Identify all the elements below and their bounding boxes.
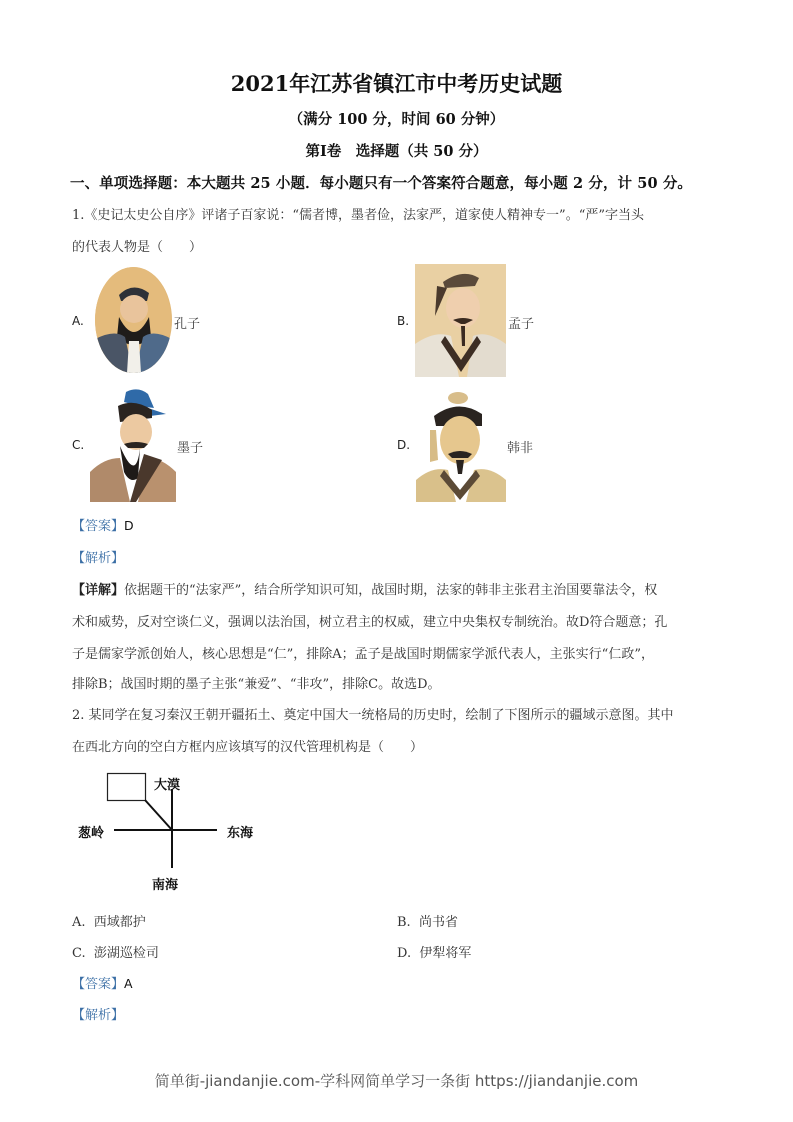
q2-stem-line2: 在西北方向的空白方框内应该填写的汉代管理机构是（ ） — [72, 740, 424, 755]
q1-analysis-label: 【解析】 — [72, 551, 125, 566]
q2-answer — [72, 973, 133, 992]
portrait-mozi-image — [90, 388, 176, 502]
diagram-label-west: 葱岭 — [78, 826, 105, 841]
exam-title: 2021年江苏省镇江市中考历史试题 — [230, 71, 563, 96]
option-text: 尚书省 — [418, 915, 458, 930]
option-text: 孟子 — [508, 317, 535, 332]
q2-option-d[interactable] — [397, 942, 471, 961]
option-text: 西域都护 — [93, 915, 146, 930]
q1-detail-line3: 子是儒家学派创始人，核心思想是“仁”，排除A；孟子是战国时期儒家学派代表人，主张实行“仁政”， — [72, 647, 654, 662]
detail-label: 【详解】 — [72, 583, 125, 598]
option-letter: C. — [72, 946, 86, 961]
option-letter: A. — [72, 915, 86, 930]
option-letter: B. — [397, 314, 410, 328]
portrait-confucius-image — [95, 267, 172, 373]
q1-detail-line2: 术和威势，反对空谈仁义，强调以法治国，树立君主的权威，建立中央集权专制统治。故D符合题意；孔 — [72, 615, 668, 630]
detail-text: 依据题干的“法家严”，结合所学知识可知，战国时期，法家的韩非主张君主治国要靠法令，权 — [124, 583, 658, 598]
answer-value: A — [124, 976, 133, 991]
option-text: 伊犁将军 — [419, 946, 472, 961]
exam-subtitle: （满分 100 分，时间 60 分钟） — [288, 111, 505, 128]
q2-analysis-label: 【解析】 — [72, 1008, 125, 1023]
option-letter: D. — [397, 946, 412, 961]
q1-stem-line2: 的代表人物是（ ） — [72, 240, 203, 255]
option-text: 孔子 — [174, 317, 201, 332]
answer-label: 【答案】 — [72, 519, 125, 534]
option-text: 墨子 — [177, 441, 204, 456]
diagram-label-north: 大漠 — [154, 778, 181, 793]
q2-stem-line1: 2. 某同学在复习秦汉王朝开疆拓土、奠定中国大一统格局的历史时，绘制了下图所示的疆域示意图。其中 — [72, 708, 674, 723]
q1-stem-line1: 1.《史记太史公自序》评诸子百家说：“儒者博，墨者俭，法家严，道家使人精神专一”。“严”字当头 — [72, 208, 644, 223]
q1-answer — [72, 515, 134, 534]
diagram-label-east: 东海 — [227, 826, 254, 841]
portrait-mencius-image — [415, 264, 506, 377]
option-letter: D. — [397, 438, 411, 452]
option-letter: A. — [72, 314, 84, 328]
diagram-label-south: 南海 — [152, 878, 179, 893]
footer-watermark: 简单街-jiandanjie.com-学科网简单学习一条街 https://jiandanjie.com — [154, 1072, 639, 1090]
q2-option-a[interactable] — [72, 911, 146, 930]
option-text: 澎湖巡检司 — [93, 946, 159, 961]
section-heading: 第Ⅰ卷 选择题（共 50 分） — [305, 143, 488, 160]
option-text: 韩非 — [507, 441, 534, 456]
q2-option-b[interactable] — [397, 911, 458, 930]
option-letter: C. — [72, 438, 85, 452]
q1-detail-line1 — [72, 579, 657, 598]
portrait-hanfei-image — [416, 390, 506, 502]
answer-value: D — [124, 518, 134, 533]
option-letter: B. — [397, 915, 411, 930]
q2-option-c[interactable] — [72, 942, 159, 961]
q1-detail-line4: 排除B；战国时期的墨子主张“兼爱”、“非攻”，排除C。故选D。 — [72, 677, 441, 692]
answer-label: 【答案】 — [72, 977, 125, 992]
part-heading: 一、单项选择题：本大题共 25 小题．每小题只有一个答案符合题意，每小题 2 分，计 50 分。 — [70, 175, 693, 192]
